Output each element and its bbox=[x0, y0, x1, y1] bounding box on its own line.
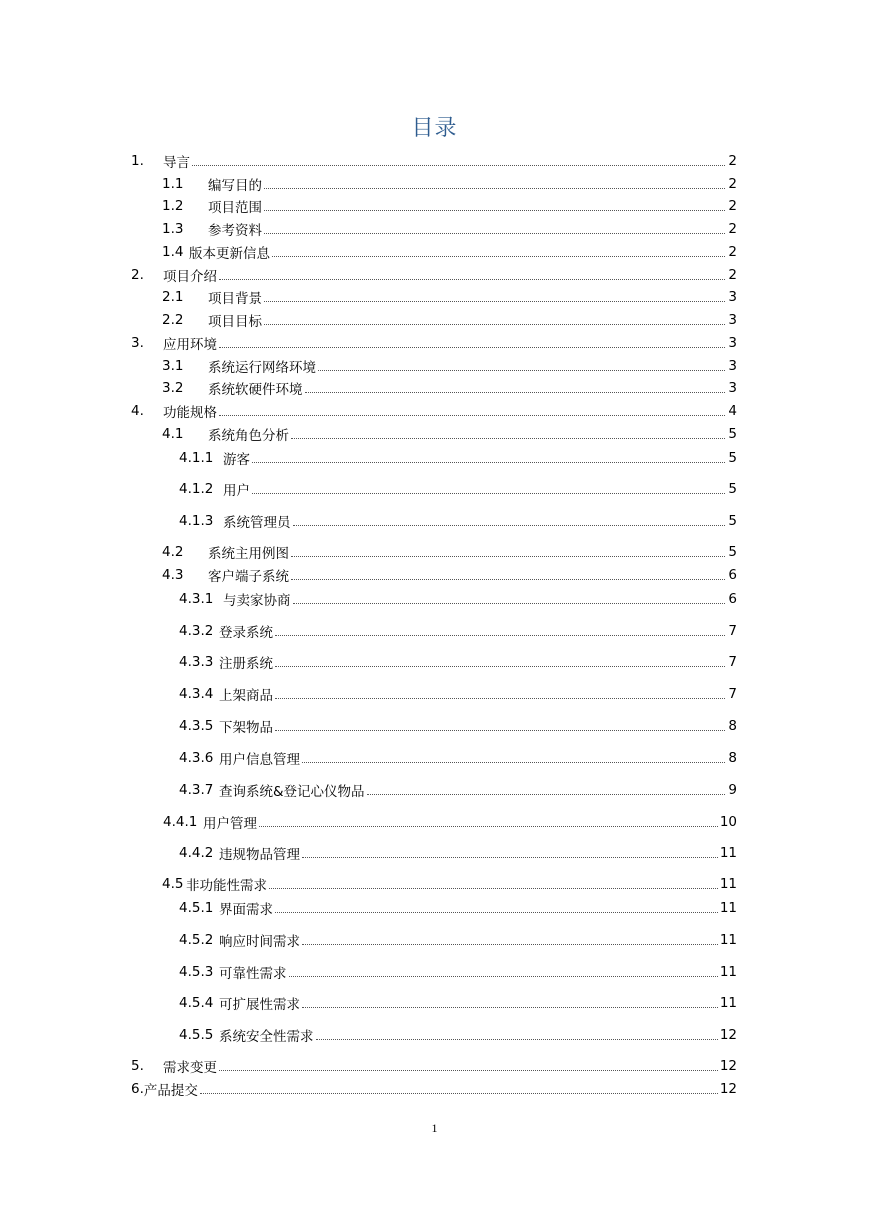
toc-entry-page: 11 bbox=[719, 964, 737, 980]
toc-entry-page: 9 bbox=[728, 782, 737, 798]
toc-dot-leader bbox=[269, 887, 718, 889]
toc-entry-page: 11 bbox=[719, 876, 737, 892]
toc-entry[interactable] bbox=[131, 1056, 737, 1076]
toc-entry[interactable] bbox=[162, 196, 737, 216]
toc-entry[interactable] bbox=[162, 310, 737, 330]
toc-dot-leader bbox=[291, 437, 725, 439]
toc-entry-page: 11 bbox=[719, 845, 737, 861]
toc-entry[interactable] bbox=[179, 652, 737, 672]
toc-entry-label: 登录系统 bbox=[219, 625, 273, 641]
toc-entry-page: 7 bbox=[728, 623, 737, 639]
toc-entry-number: 4.1.3 bbox=[179, 513, 214, 529]
toc-entry-number: 3. bbox=[131, 335, 144, 351]
toc-entry[interactable] bbox=[179, 898, 737, 918]
toc-entry-number: 4.4.2 bbox=[179, 845, 214, 861]
toc-dot-leader bbox=[264, 232, 725, 234]
toc-entry-number: 4.5.5 bbox=[179, 1027, 214, 1043]
toc-entry-number: 4.3.5 bbox=[179, 718, 214, 734]
toc-entry-number: 2.1 bbox=[162, 289, 184, 305]
toc-entry-number: 4.3.4 bbox=[179, 686, 214, 702]
toc-entry-page: 2 bbox=[728, 153, 737, 169]
toc-entry[interactable] bbox=[162, 378, 737, 398]
toc-entry-number: 3.2 bbox=[162, 380, 184, 396]
toc-dot-leader bbox=[252, 492, 725, 494]
toc-dot-leader bbox=[367, 793, 725, 795]
toc-entry[interactable] bbox=[162, 287, 737, 307]
toc-entry-label: 下架物品 bbox=[219, 720, 273, 736]
toc-entry-label: 非功能性需求 bbox=[186, 878, 267, 894]
toc-entry-page: 12 bbox=[719, 1058, 737, 1074]
toc-entry[interactable] bbox=[162, 242, 737, 262]
toc-dot-leader bbox=[200, 1092, 718, 1094]
toc-entry[interactable] bbox=[162, 356, 737, 376]
toc-dot-leader bbox=[291, 578, 725, 580]
toc-entry-number: 4.3.3 bbox=[179, 654, 214, 670]
toc-entry-label: 用户 bbox=[223, 483, 250, 499]
toc-dot-leader bbox=[302, 761, 725, 763]
toc-entry[interactable] bbox=[163, 812, 737, 832]
toc-entry-label: 可扩展性需求 bbox=[219, 997, 300, 1013]
toc-entry-label: 上架商品 bbox=[219, 688, 273, 704]
toc-entry-label: 与卖家协商 bbox=[223, 593, 291, 609]
toc-entry-page: 3 bbox=[728, 312, 737, 328]
toc-dot-leader bbox=[264, 209, 725, 211]
toc-entry-label: 功能规格 bbox=[163, 405, 217, 421]
toc-entry-number: 3.1 bbox=[162, 358, 184, 374]
toc-entry-page: 11 bbox=[719, 995, 737, 1011]
toc-entry[interactable] bbox=[179, 993, 737, 1013]
toc-entry-label: 界面需求 bbox=[219, 902, 273, 918]
toc-entry-number: 1. bbox=[131, 153, 144, 169]
toc-entry[interactable] bbox=[162, 424, 737, 444]
toc-dot-leader bbox=[275, 911, 718, 913]
toc-dot-leader bbox=[275, 729, 725, 731]
toc-entry-label: 需求变更 bbox=[163, 1060, 217, 1076]
toc-entry[interactable] bbox=[162, 565, 737, 585]
toc-dot-leader bbox=[259, 825, 718, 827]
toc-entry-page: 5 bbox=[728, 481, 737, 497]
toc-entry-label: 用户信息管理 bbox=[219, 752, 300, 768]
toc-entry-label: 参考资料 bbox=[208, 223, 262, 239]
toc-dot-leader bbox=[302, 856, 718, 858]
toc-entry-label: 用户管理 bbox=[203, 816, 257, 832]
toc-entry-number: 4.5.1 bbox=[179, 900, 214, 916]
toc-dot-leader bbox=[264, 323, 725, 325]
toc-dot-leader bbox=[219, 1069, 718, 1071]
toc-dot-leader bbox=[275, 665, 725, 667]
page-number: 1 bbox=[431, 1121, 438, 1135]
toc-entry-number: 4.1 bbox=[162, 426, 184, 442]
toc-entry-number: 4.3.6 bbox=[179, 750, 214, 766]
toc-entry-number: 4.3.1 bbox=[179, 591, 214, 607]
toc-entry[interactable] bbox=[179, 780, 737, 800]
toc-entry[interactable] bbox=[131, 151, 737, 171]
toc-entry-page: 6 bbox=[728, 591, 737, 607]
toc-entry-number: 1.1 bbox=[162, 176, 184, 192]
toc-entry[interactable] bbox=[179, 962, 737, 982]
toc-entry-label: 游客 bbox=[223, 452, 250, 468]
toc-entry-number: 6. bbox=[131, 1081, 144, 1097]
toc-entry[interactable] bbox=[162, 874, 737, 894]
toc-dot-leader bbox=[293, 524, 726, 526]
toc-entry-label: 项目范围 bbox=[208, 200, 262, 216]
toc-entry-page: 5 bbox=[728, 513, 737, 529]
toc-entry-label: 系统主用例图 bbox=[208, 546, 289, 562]
toc-entry-page: 10 bbox=[719, 814, 737, 830]
toc-entry-page: 2 bbox=[728, 267, 737, 283]
toc-dot-leader bbox=[264, 300, 725, 302]
toc-entry-label: 可靠性需求 bbox=[219, 966, 287, 982]
toc-entry-number: 2. bbox=[131, 267, 144, 283]
toc-dot-leader bbox=[219, 346, 725, 348]
toc-entry-page: 8 bbox=[728, 750, 737, 766]
toc-entry-label: 系统角色分析 bbox=[208, 428, 289, 444]
toc-entry[interactable] bbox=[131, 265, 737, 285]
toc-entry-label: 注册系统 bbox=[219, 656, 273, 672]
toc-dot-leader bbox=[219, 278, 725, 280]
toc-entry[interactable] bbox=[162, 542, 737, 562]
toc-entry-number: 4.5.3 bbox=[179, 964, 214, 980]
toc-entry[interactable] bbox=[179, 1025, 737, 1045]
toc-entry-label: 编写目的 bbox=[208, 178, 262, 194]
toc-entry[interactable] bbox=[162, 219, 737, 239]
toc-entry[interactable] bbox=[179, 479, 737, 499]
toc-entry-label: 系统运行网络环境 bbox=[208, 360, 316, 376]
toc-entry-label: 违规物品管理 bbox=[219, 847, 300, 863]
toc-entry-number: 1.3 bbox=[162, 221, 184, 237]
toc-entry-number: 2.2 bbox=[162, 312, 184, 328]
toc-entry-page: 4 bbox=[728, 403, 737, 419]
toc-entry-label: 导言 bbox=[163, 155, 190, 171]
toc-entry-page: 2 bbox=[728, 198, 737, 214]
toc-entry-number: 5. bbox=[131, 1058, 144, 1074]
toc-dot-leader bbox=[291, 555, 725, 557]
toc-entry-number: 1.4 bbox=[162, 244, 184, 260]
toc-entry[interactable] bbox=[179, 511, 737, 531]
toc-entry[interactable] bbox=[179, 843, 737, 863]
toc-entry-number: 1.2 bbox=[162, 198, 184, 214]
toc-entry-page: 3 bbox=[728, 380, 737, 396]
toc-entry-page: 5 bbox=[728, 544, 737, 560]
toc-title: 目录 bbox=[411, 116, 458, 141]
toc-entry-number: 4.1.2 bbox=[179, 481, 214, 497]
toc-entry-number: 4.3 bbox=[162, 567, 184, 583]
toc-entry-number: 4.5.4 bbox=[179, 995, 214, 1011]
toc-dot-leader bbox=[264, 187, 725, 189]
toc-dot-leader bbox=[302, 943, 718, 945]
toc-entry-number: 4.4.1 bbox=[163, 814, 198, 830]
toc-entry-number: 4. bbox=[131, 403, 144, 419]
toc-entry-number: 4.3.2 bbox=[179, 623, 214, 639]
toc-dot-leader bbox=[275, 697, 725, 699]
toc-entry[interactable] bbox=[131, 333, 737, 353]
toc-entry[interactable] bbox=[179, 589, 737, 609]
toc-dot-leader bbox=[289, 975, 718, 977]
toc-dot-leader bbox=[192, 164, 725, 166]
toc-entry-page: 3 bbox=[728, 335, 737, 351]
toc-entry-number: 4.2 bbox=[162, 544, 184, 560]
toc-dot-leader bbox=[305, 391, 726, 393]
toc-entry-page: 3 bbox=[728, 289, 737, 305]
toc-entry[interactable] bbox=[131, 1079, 737, 1099]
toc-entry-label: 查询系统&登记心仪物品 bbox=[219, 784, 365, 800]
toc-entry-label: 产品提交 bbox=[143, 1083, 198, 1099]
toc-entry[interactable] bbox=[179, 684, 737, 704]
toc-entry-page: 6 bbox=[728, 567, 737, 583]
toc-dot-leader bbox=[272, 255, 725, 257]
toc-entry-page: 11 bbox=[719, 900, 737, 916]
toc-dot-leader bbox=[302, 1006, 718, 1008]
toc-entry[interactable] bbox=[131, 401, 737, 421]
toc-dot-leader bbox=[316, 1038, 718, 1040]
toc-entry-page: 11 bbox=[719, 932, 737, 948]
toc-dot-leader bbox=[252, 461, 725, 463]
toc-entry-label: 客户端子系统 bbox=[208, 569, 289, 585]
toc-dot-leader bbox=[318, 369, 725, 371]
toc-entry-page: 5 bbox=[728, 426, 737, 442]
toc-entry-label: 项目目标 bbox=[208, 314, 262, 330]
toc-dot-leader bbox=[219, 414, 725, 416]
toc-entry-page: 7 bbox=[728, 654, 737, 670]
toc-entry-label: 响应时间需求 bbox=[219, 934, 300, 950]
toc-entry-page: 2 bbox=[728, 221, 737, 237]
toc-entry[interactable] bbox=[179, 448, 737, 468]
toc-entry-page: 5 bbox=[728, 450, 737, 466]
toc-entry-page: 7 bbox=[728, 686, 737, 702]
toc-entry[interactable] bbox=[179, 621, 737, 641]
toc-entry-page: 2 bbox=[728, 176, 737, 192]
toc-entry-label: 项目背景 bbox=[208, 291, 262, 307]
toc-entry-number: 4.3.7 bbox=[179, 782, 214, 798]
toc-entry-label: 系统软硬件环境 bbox=[208, 382, 303, 398]
toc-dot-leader bbox=[293, 602, 726, 604]
toc-entry-label: 应用环境 bbox=[163, 337, 217, 353]
toc-entry-number: 4.1.1 bbox=[179, 450, 214, 466]
toc-entry[interactable] bbox=[179, 930, 737, 950]
toc-entry-page: 8 bbox=[728, 718, 737, 734]
toc-entry[interactable] bbox=[179, 748, 737, 768]
toc-entry-label: 项目介绍 bbox=[163, 269, 217, 285]
toc-entry-page: 12 bbox=[719, 1027, 737, 1043]
toc-entry-number: 4.5 bbox=[162, 876, 184, 892]
toc-entry[interactable] bbox=[179, 716, 737, 736]
toc-entry-page: 3 bbox=[728, 358, 737, 374]
toc-entry-page: 12 bbox=[719, 1081, 737, 1097]
toc-entry-page: 2 bbox=[728, 244, 737, 260]
toc-entry-label: 系统管理员 bbox=[223, 515, 291, 531]
toc-entry[interactable] bbox=[162, 174, 737, 194]
toc-entry-label: 系统安全性需求 bbox=[219, 1029, 314, 1045]
toc-entry-label: 版本更新信息 bbox=[189, 246, 270, 262]
toc-dot-leader bbox=[275, 634, 725, 636]
toc-entry-number: 4.5.2 bbox=[179, 932, 214, 948]
